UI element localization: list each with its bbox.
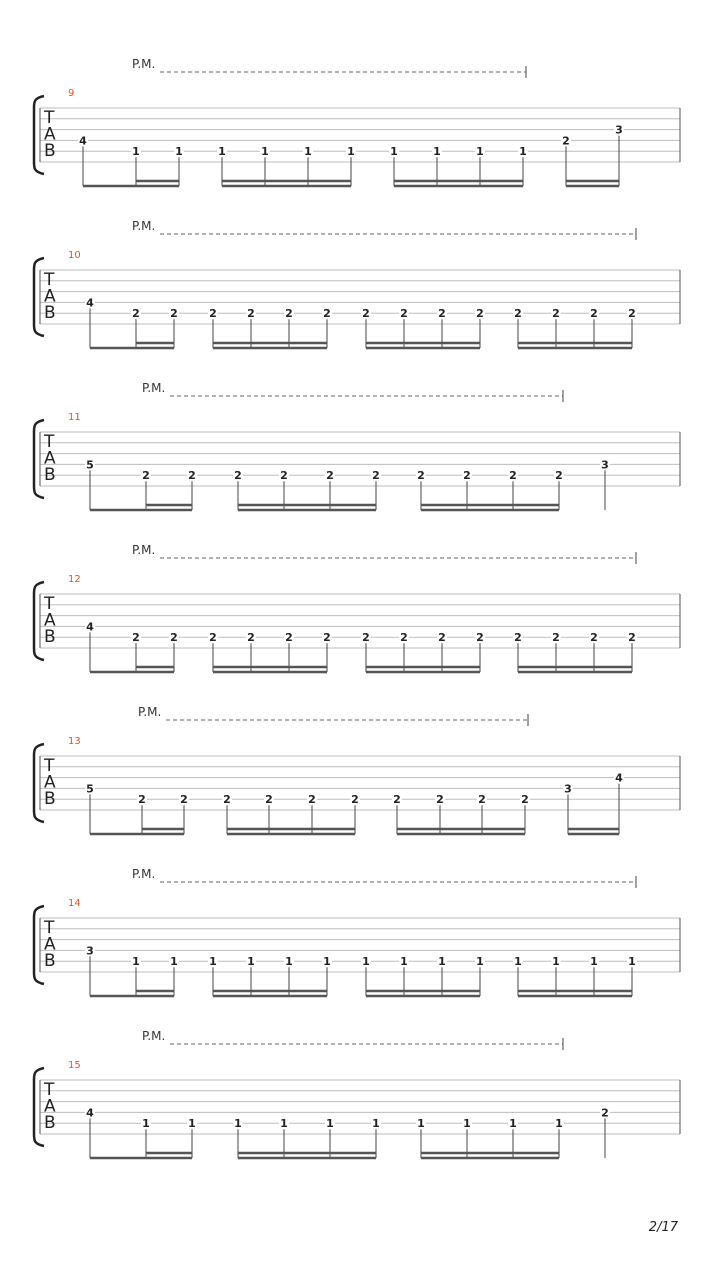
fret-number: 1 — [590, 955, 598, 969]
palm-mute-label: P.M. — [132, 219, 156, 233]
tab-letter-a: A — [44, 124, 56, 145]
fret-number: 1 — [628, 955, 636, 969]
fret-number: 1 — [142, 1117, 150, 1131]
fret-number: 2 — [362, 307, 370, 321]
fret-number: 2 — [280, 469, 288, 483]
fret-number: 3 — [601, 458, 609, 472]
measure-number: 9 — [68, 88, 75, 99]
fret-number: 1 — [188, 1117, 196, 1131]
fret-number: 1 — [304, 145, 312, 159]
fret-number: 1 — [362, 955, 370, 969]
fret-number: 2 — [323, 307, 331, 321]
fret-number: 2 — [438, 307, 446, 321]
fret-number: 1 — [347, 145, 355, 159]
fret-number: 5 — [86, 782, 94, 796]
fret-number: 2 — [393, 793, 401, 807]
fret-number: 2 — [628, 631, 636, 645]
tab-letter-t: T — [44, 918, 55, 938]
tab-letter-t: T — [44, 594, 55, 614]
tab-letter-t: T — [44, 108, 55, 128]
fret-number: 2 — [132, 307, 140, 321]
fret-number: 2 — [247, 631, 255, 645]
fret-number: 3 — [615, 123, 623, 137]
fret-number: 1 — [463, 1117, 471, 1131]
fret-number: 2 — [590, 631, 598, 645]
fret-number: 1 — [234, 1117, 242, 1131]
fret-number: 1 — [285, 955, 293, 969]
measure-number: 12 — [68, 574, 81, 585]
fret-number: 2 — [234, 469, 242, 483]
fret-number: 1 — [476, 145, 484, 159]
fret-number: 1 — [209, 955, 217, 969]
fret-number: 2 — [400, 307, 408, 321]
tab-letter-a: A — [44, 610, 56, 631]
palm-mute-label: P.M. — [142, 1029, 166, 1043]
fret-number: 2 — [628, 307, 636, 321]
fret-number: 2 — [463, 469, 471, 483]
fret-number: 2 — [555, 469, 563, 483]
fret-number: 3 — [86, 944, 94, 958]
fret-number: 2 — [417, 469, 425, 483]
fret-number: 2 — [552, 307, 560, 321]
tab-letter-b: B — [44, 141, 56, 161]
fret-number: 1 — [326, 1117, 334, 1131]
fret-number: 1 — [132, 145, 140, 159]
fret-number: 1 — [323, 955, 331, 969]
tab-letter-a: A — [44, 772, 56, 793]
tab-letter-t: T — [44, 432, 55, 452]
tab-letter-b: B — [44, 303, 56, 323]
fret-number: 1 — [247, 955, 255, 969]
palm-mute-label: P.M. — [138, 705, 162, 719]
fret-number: 2 — [478, 793, 486, 807]
fret-number: 2 — [590, 307, 598, 321]
fret-number: 1 — [514, 955, 522, 969]
fret-number: 2 — [521, 793, 529, 807]
fret-number: 1 — [400, 955, 408, 969]
fret-number: 2 — [209, 307, 217, 321]
fret-number: 4 — [86, 296, 94, 310]
fret-number: 1 — [218, 145, 226, 159]
fret-number: 2 — [562, 134, 570, 148]
tab-letter-t: T — [44, 270, 55, 290]
fret-number: 1 — [433, 145, 441, 159]
fret-number: 2 — [132, 631, 140, 645]
fret-number: 2 — [552, 631, 560, 645]
fret-number: 1 — [390, 145, 398, 159]
fret-number: 1 — [555, 1117, 563, 1131]
fret-number: 4 — [86, 1106, 94, 1120]
fret-number: 1 — [261, 145, 269, 159]
tab-letter-a: A — [44, 934, 56, 955]
tab-letter-b: B — [44, 789, 56, 809]
tab-letter-a: A — [44, 1096, 56, 1117]
fret-number: 1 — [519, 145, 527, 159]
measure-number: 11 — [68, 412, 81, 423]
tab-letter-b: B — [44, 627, 56, 647]
tab-letter-b: B — [44, 465, 56, 485]
fret-number: 2 — [223, 793, 231, 807]
fret-number: 2 — [265, 793, 273, 807]
fret-number: 2 — [400, 631, 408, 645]
fret-number: 1 — [280, 1117, 288, 1131]
tab-letter-t: T — [44, 756, 55, 776]
palm-mute-label: P.M. — [132, 543, 156, 557]
fret-number: 2 — [247, 307, 255, 321]
fret-number: 2 — [326, 469, 334, 483]
page-number: 2/17 — [648, 1220, 678, 1235]
fret-number: 2 — [285, 631, 293, 645]
fret-number: 2 — [509, 469, 517, 483]
fret-number: 2 — [285, 307, 293, 321]
fret-number: 1 — [170, 955, 178, 969]
measure-number: 15 — [68, 1060, 81, 1071]
fret-number: 2 — [436, 793, 444, 807]
fret-number: 3 — [564, 782, 572, 796]
tab-letter-a: A — [44, 286, 56, 307]
measure-number: 13 — [68, 736, 81, 747]
fret-number: 1 — [552, 955, 560, 969]
fret-number: 1 — [417, 1117, 425, 1131]
fret-number: 2 — [142, 469, 150, 483]
measure-number: 14 — [68, 898, 81, 909]
fret-number: 2 — [138, 793, 146, 807]
fret-number: 2 — [476, 307, 484, 321]
palm-mute-label: P.M. — [132, 867, 156, 881]
tab-letter-b: B — [44, 951, 56, 971]
fret-number: 4 — [79, 134, 87, 148]
fret-number: 1 — [438, 955, 446, 969]
fret-number: 1 — [132, 955, 140, 969]
measure-number: 10 — [68, 250, 81, 261]
fret-number: 2 — [323, 631, 331, 645]
fret-number: 2 — [476, 631, 484, 645]
fret-number: 2 — [188, 469, 196, 483]
fret-number: 1 — [476, 955, 484, 969]
fret-number: 2 — [308, 793, 316, 807]
fret-number: 2 — [362, 631, 370, 645]
fret-number: 1 — [175, 145, 183, 159]
fret-number: 2 — [351, 793, 359, 807]
palm-mute-label: P.M. — [132, 57, 156, 71]
fret-number: 4 — [86, 620, 94, 634]
fret-number: 5 — [86, 458, 94, 472]
fret-number: 2 — [170, 307, 178, 321]
fret-number: 2 — [209, 631, 217, 645]
fret-number: 2 — [601, 1106, 609, 1120]
fret-number: 1 — [372, 1117, 380, 1131]
fret-number: 2 — [170, 631, 178, 645]
fret-number: 2 — [514, 631, 522, 645]
tab-letter-b: B — [44, 1113, 56, 1133]
fret-number: 2 — [514, 307, 522, 321]
palm-mute-label: P.M. — [142, 381, 166, 395]
tab-letter-t: T — [44, 1080, 55, 1100]
fret-number: 2 — [372, 469, 380, 483]
fret-number: 4 — [615, 771, 623, 785]
fret-number: 2 — [180, 793, 188, 807]
fret-number: 1 — [509, 1117, 517, 1131]
fret-number: 2 — [438, 631, 446, 645]
tab-letter-a: A — [44, 448, 56, 469]
